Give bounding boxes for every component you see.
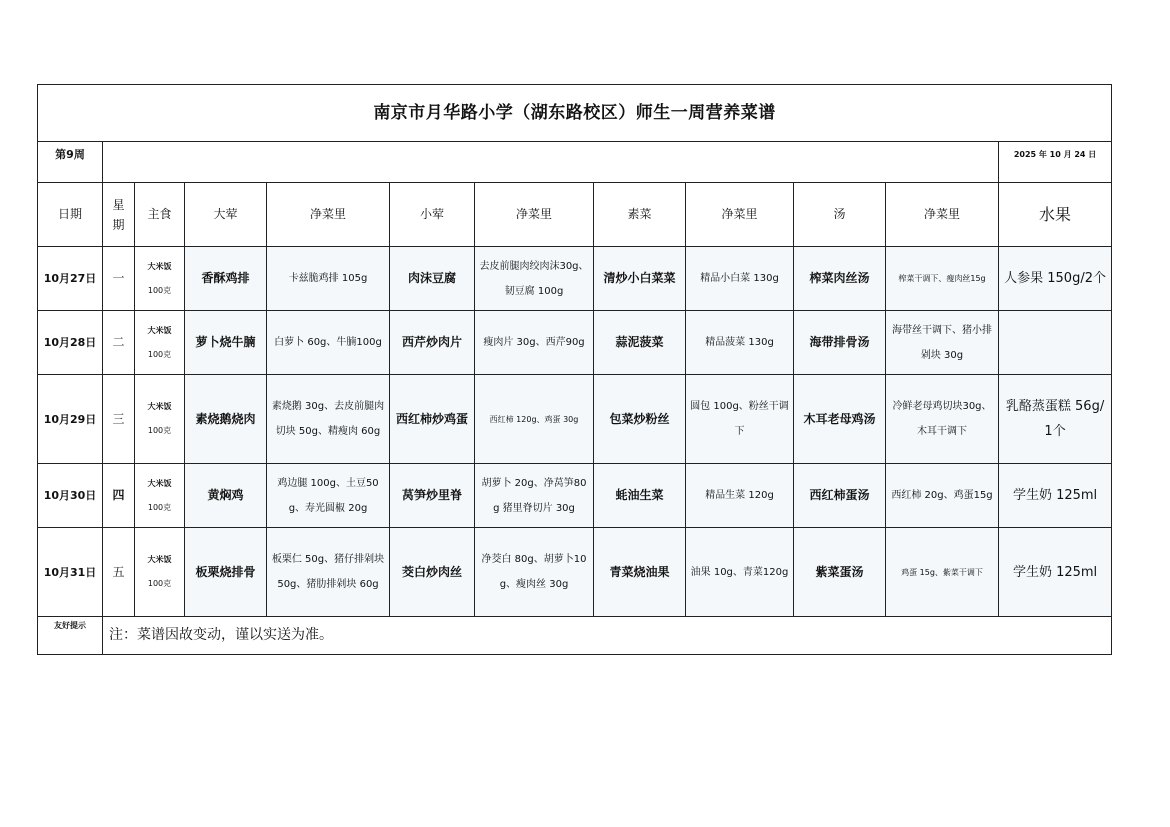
row-weekday: 五: [103, 528, 135, 617]
staple-name: 大米饭: [147, 402, 172, 411]
table-row: [38, 375, 1112, 464]
menu-title: 南京市月华路小学（湖东路校区）师生一周营养菜谱: [38, 85, 1112, 142]
weekly-menu-table: [37, 84, 1112, 655]
header-fruit: 水果: [999, 183, 1112, 247]
table-row: [38, 464, 1112, 528]
issue-date: 2025 年 10 月 24 日: [999, 142, 1112, 183]
row-staple: [135, 528, 185, 617]
header-veg-net: 净菜里: [686, 183, 794, 247]
row-veg-net: 精品小白菜 130g: [686, 247, 794, 311]
row-main-dish: 板栗烧排骨: [185, 528, 267, 617]
header-main-net: 净菜里: [267, 183, 390, 247]
row-veg: 青菜烧油果: [594, 528, 686, 617]
header-staple: 主食: [135, 183, 185, 247]
row-main-dish: 香酥鸡排: [185, 247, 267, 311]
row-weekday: 三: [103, 375, 135, 464]
row-veg: 蚝油生菜: [594, 464, 686, 528]
row-date: 10月28日: [38, 311, 103, 375]
row-main-net: 白萝卜 60g、牛腩100g: [267, 311, 390, 375]
row-veg-net: 精品菠菜 130g: [686, 311, 794, 375]
table-row: [38, 528, 1112, 617]
row-side-net: 瘦肉片 30g、西芹90g: [475, 311, 594, 375]
row-soup: 紫菜蛋汤: [794, 528, 886, 617]
staple-name: 大米饭: [147, 478, 172, 488]
header-veg: 素菜: [594, 183, 686, 247]
table-row: [38, 311, 1112, 375]
row-side-dish: 西红柿炒鸡蛋: [390, 375, 475, 464]
header-row: [38, 183, 1112, 247]
row-staple: [135, 464, 185, 528]
row-main-net: 鸡边腿 100g、土豆50g、寿光圆椒 20g: [267, 464, 390, 528]
row-soup-net: 榨菜干调下、瘦肉丝15g: [886, 247, 999, 311]
row-side-net: 去皮前腿肉绞肉沫30g、韧豆腐 100g: [475, 247, 594, 311]
row-soup: 西红柿蛋汤: [794, 464, 886, 528]
header-main-dish: 大荤: [185, 183, 267, 247]
row-side-net: 净茭白 80g、胡萝卜10g、瘦肉丝 30g: [475, 528, 594, 617]
row-side-dish: 茭白炒肉丝: [390, 528, 475, 617]
header-soup-net: 净菜里: [886, 183, 999, 247]
row-date: 10月27日: [38, 247, 103, 311]
table-row: [38, 247, 1112, 311]
row-side-net: 西红柿 120g、鸡蛋 30g: [475, 375, 594, 464]
header-date: 日期: [38, 183, 103, 247]
row-staple: [135, 375, 185, 464]
row-date: 10月29日: [38, 375, 103, 464]
row-fruit: 人参果 150g/2个: [999, 247, 1112, 311]
header-weekday: 星期: [103, 183, 135, 247]
header-side-dish: 小荤: [390, 183, 475, 247]
row-veg-net: 精品生菜 120g: [686, 464, 794, 528]
row-side-net: 胡萝卜 20g、净莴笋80g 猪里脊切片 30g: [475, 464, 594, 528]
row-staple: [135, 311, 185, 375]
row-fruit: 学生奶 125ml: [999, 464, 1112, 528]
row-fruit: [999, 311, 1112, 375]
row-soup-net: 西红柿 20g、鸡蛋15g: [886, 464, 999, 528]
staple-name: 大米饭: [147, 325, 172, 335]
note-row: [38, 617, 1112, 655]
menu-note: 注：菜谱因故变动，谨以实送为准。: [103, 617, 1112, 655]
row-weekday: 四: [103, 464, 135, 528]
staple-amount: 100克: [147, 426, 172, 435]
row-date: 10月31日: [38, 528, 103, 617]
staple-amount: 100克: [147, 285, 172, 295]
row-main-net: 板栗仁 50g、猪仔排剁块 50g、猪肋排剁块 60g: [267, 528, 390, 617]
row-soup: 榨菜肉丝汤: [794, 247, 886, 311]
row-soup-net: 海带丝干调下、猪小排剁块 30g: [886, 311, 999, 375]
row-soup-net: 冷鲜老母鸡切块30g、木耳干调下: [886, 375, 999, 464]
row-main-net: 素烧鹅 30g、去皮前腿肉切块 50g、精瘦肉 60g: [267, 375, 390, 464]
note-label: 友好提示: [38, 617, 103, 655]
row-soup-net: 鸡蛋 15g、紫菜干调下: [886, 528, 999, 617]
staple-amount: 100克: [147, 579, 172, 588]
row-weekday: 一: [103, 247, 135, 311]
header-side-net: 净菜里: [475, 183, 594, 247]
row-side-dish: 莴笋炒里脊: [390, 464, 475, 528]
week-number: 第9周: [38, 142, 103, 183]
row-main-net: 卡兹脆鸡排 105g: [267, 247, 390, 311]
row-soup: 木耳老母鸡汤: [794, 375, 886, 464]
row-main-dish: 素烧鹅烧肉: [185, 375, 267, 464]
row-veg: 包菜炒粉丝: [594, 375, 686, 464]
row-side-dish: 肉沫豆腐: [390, 247, 475, 311]
row-fruit: 学生奶 125ml: [999, 528, 1112, 617]
header-soup: 汤: [794, 183, 886, 247]
row-veg-net: 圆包 100g、粉丝干调下: [686, 375, 794, 464]
row-veg: 清炒小白菜菜: [594, 247, 686, 311]
row-main-dish: 黄焖鸡: [185, 464, 267, 528]
row-date: 10月30日: [38, 464, 103, 528]
row-fruit: 乳酪蒸蛋糕 56g/1个: [999, 375, 1112, 464]
row-side-dish: 西芹炒肉片: [390, 311, 475, 375]
row-soup: 海带排骨汤: [794, 311, 886, 375]
staple-name: 大米饭: [147, 261, 172, 271]
row-weekday: 二: [103, 311, 135, 375]
blank-banner: [103, 142, 999, 183]
staple-amount: 100克: [147, 502, 172, 512]
staple-amount: 100克: [147, 349, 172, 359]
row-veg: 蒜泥菠菜: [594, 311, 686, 375]
row-staple: [135, 247, 185, 311]
staple-name: 大米饭: [147, 555, 172, 564]
row-main-dish: 萝卜烧牛腩: [185, 311, 267, 375]
row-veg-net: 油果 10g、青菜120g: [686, 528, 794, 617]
